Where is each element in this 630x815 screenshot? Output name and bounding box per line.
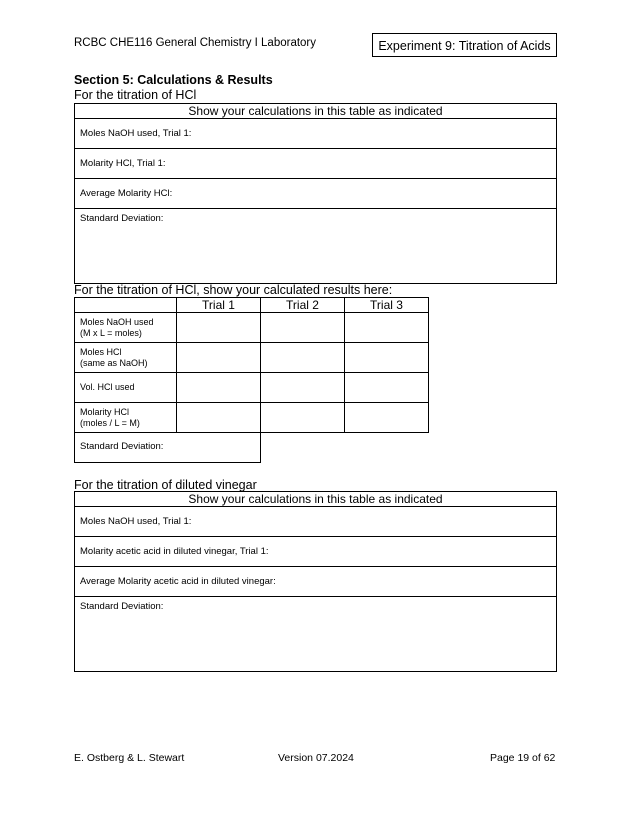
- blank-header-cell: [75, 298, 177, 313]
- entry-cell[interactable]: [261, 343, 345, 373]
- empty-cell: [345, 433, 429, 463]
- row-label-subline: (same as NaOH): [80, 357, 148, 368]
- course-title: RCBC CHE116 General Chemistry I Laboratory: [74, 37, 317, 49]
- row-label-line: Moles HCl: [80, 347, 122, 357]
- entry-cell[interactable]: [261, 403, 345, 433]
- table-row: Moles NaOH used, Trial 1:: [75, 119, 557, 149]
- table-row: Molarity HCl, Trial 1:: [75, 149, 557, 179]
- row-label-line: Molarity HCl: [80, 407, 130, 417]
- std-dev-cell: Standard Deviation:: [75, 433, 261, 463]
- entry-cell[interactable]: [345, 403, 429, 433]
- table-row: Moles NaOH used, Trial 1:: [75, 507, 557, 537]
- vinegar-calc-table-header: Show your calculations in this table as indicated: [75, 492, 557, 507]
- table-row: Standard Deviation:: [75, 597, 557, 672]
- hcl-calc-table: [74, 103, 557, 284]
- entry-cell[interactable]: [177, 403, 261, 433]
- entry-cell[interactable]: [345, 343, 429, 373]
- hcl-calc-caption: For the titration of HCl: [74, 88, 197, 102]
- table-row: Average Molarity acetic acid in diluted vinegar:: [75, 567, 557, 597]
- column-header: Trial 2: [261, 298, 345, 313]
- column-header: Trial 3: [345, 298, 429, 313]
- footer-authors: E. Ostberg & L. Stewart: [74, 752, 185, 764]
- entry-cell[interactable]: [177, 373, 261, 403]
- section-title: Section 5: Calculations & Results: [74, 73, 273, 87]
- row-label: [75, 403, 177, 433]
- hcl-calc-table-header: Show your calculations in this table as indicated: [75, 104, 557, 119]
- table-row: Molarity acetic acid in diluted vinegar, Trial 1:: [75, 537, 557, 567]
- experiment-title-box: Experiment 9: Titration of Acids: [372, 33, 557, 57]
- row-label-subline: (M x L = moles): [80, 327, 142, 338]
- entry-cell[interactable]: [345, 373, 429, 403]
- entry-cell[interactable]: [177, 343, 261, 373]
- row-label: [75, 343, 177, 373]
- row-label: [75, 313, 177, 343]
- footer-version: Version 07.2024: [278, 752, 354, 764]
- column-header: Trial 1: [177, 298, 261, 313]
- vinegar-calc-table: [74, 491, 557, 672]
- empty-cell: [261, 433, 345, 463]
- entry-cell[interactable]: [177, 313, 261, 343]
- table-row: Standard Deviation:: [75, 209, 557, 284]
- row-label-line: Vol. HCl used: [80, 382, 135, 393]
- row-label-line: Moles NaOH used: [80, 317, 154, 327]
- row-label: [75, 373, 177, 403]
- hcl-results-table: [74, 297, 429, 463]
- table-row: Average Molarity HCl:: [75, 179, 557, 209]
- entry-cell[interactable]: [261, 313, 345, 343]
- row-label-subline: (moles / L = M): [80, 417, 140, 428]
- entry-cell[interactable]: [345, 313, 429, 343]
- entry-cell[interactable]: [261, 373, 345, 403]
- hcl-results-caption: For the titration of HCl, show your calculated results here:: [74, 283, 393, 297]
- vinegar-calc-caption: For the titration of diluted vinegar: [74, 478, 257, 492]
- footer-page-number: Page 19 of 62: [490, 752, 556, 764]
